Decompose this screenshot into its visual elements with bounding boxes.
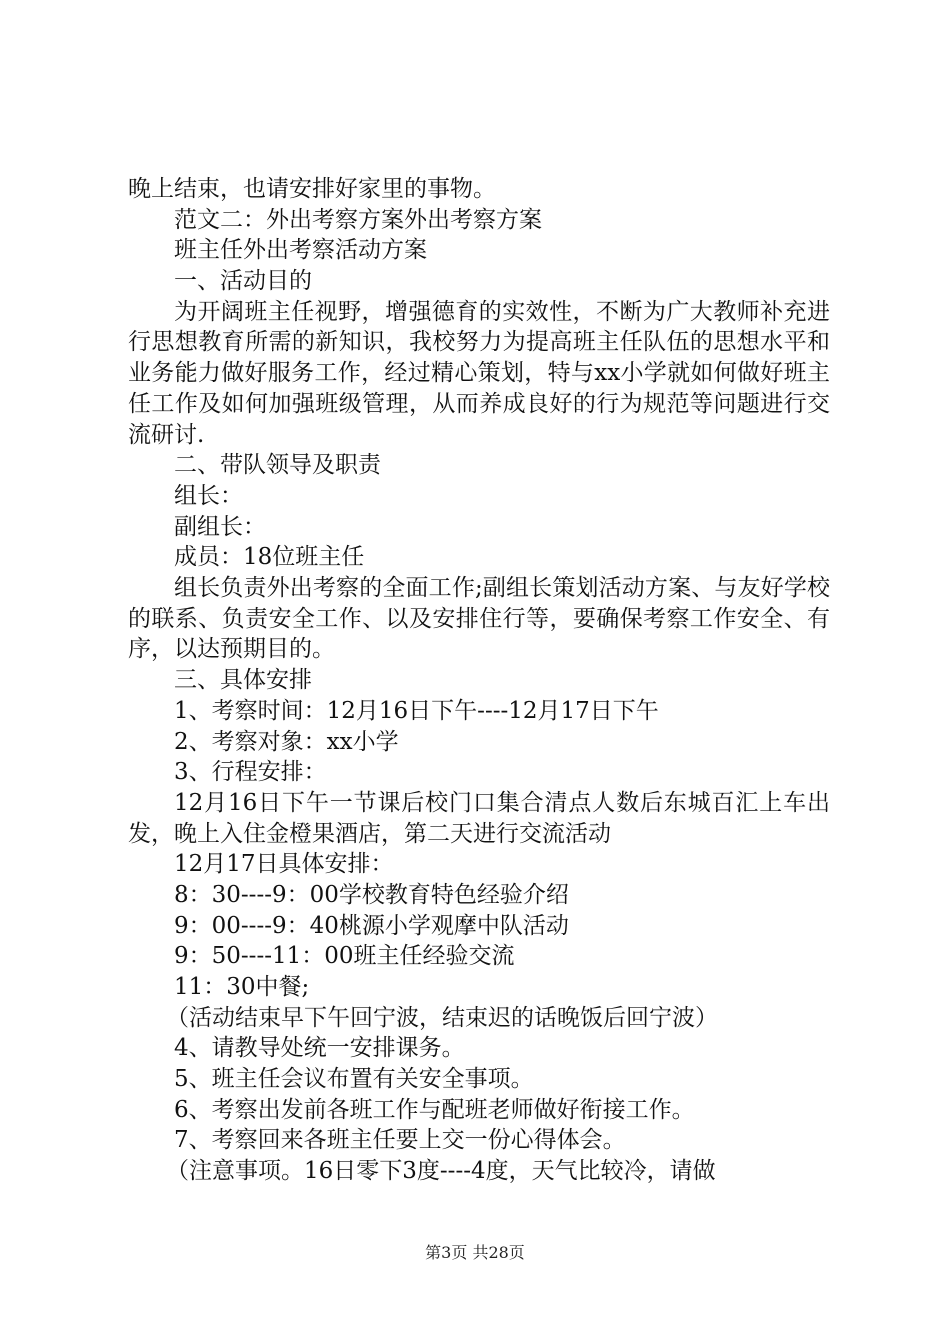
list-item: 7、考察回来各班主任要上交一份心得体会。 <box>174 1127 626 1154</box>
schedule-item: 9：00----9：40桃源小学观摩中队活动 <box>174 912 569 939</box>
list-item: 3、行程安排： <box>174 759 327 786</box>
text-line: 成员：18位班主任 <box>174 544 365 571</box>
text-line: 组长： <box>174 482 243 509</box>
text-line: 晚上结束，也请安排好家里的事物。 <box>128 176 496 202</box>
list-item: 4、请教导处统一安排课务。 <box>174 1035 465 1062</box>
section-heading: 一、活动目的 <box>174 268 312 295</box>
section-heading: 三、具体安排 <box>174 667 312 694</box>
text-line: （活动结束早下午回宁波，结束迟的话晚饭后回宁波） <box>166 1004 718 1031</box>
document-title: 班主任外出考察活动方案 <box>174 237 427 264</box>
schedule-item: 9：50----11：00班主任经验交流 <box>174 943 515 970</box>
list-item: 2、考察对象：xx小学 <box>174 728 399 755</box>
section-heading: 范文二：外出考察方案外出考察方案 <box>174 206 542 233</box>
text-line: 12月17日具体安排： <box>174 851 394 878</box>
paragraph-purpose: 为开阔班主任视野，增强德育的实效性，不断为广大教师补充进行思想教育所需的新知识，我校努力为提高班主任队伍的思想水平和业务能力做好服务工作，经过精心策划，特与xx小学就如何做好班主任工作及如何加强班级管理，从而养成良好的行为规范等问题进行交流研讨. <box>128 298 830 448</box>
text-line: 副组长： <box>174 513 266 540</box>
list-item: 1、考察时间：12月16日下午----12月17日下午 <box>174 697 659 724</box>
section-heading: 二、带队领导及职责 <box>174 452 381 479</box>
paragraph-itinerary: 12月16日下午一节课后校门口集合清点人数后东城百汇上车出发，晚上入住金橙果酒店，第二天进行交流活动 <box>128 789 830 847</box>
list-item: 6、考察出发前各班工作与配班老师做好衔接工作。 <box>174 1096 695 1123</box>
list-item: 5、班主任会议布置有关安全事项。 <box>174 1066 534 1093</box>
schedule-item: 8：30----9：00学校教育特色经验介绍 <box>174 881 569 908</box>
page-number: 第3页 共28页 <box>425 1243 525 1262</box>
schedule-item: 11：30中餐; <box>174 974 310 1001</box>
text-line: （注意事项。16日零下3度----4度，天气比较冷，请做 <box>166 1158 716 1185</box>
document-body <box>128 174 830 1187</box>
paragraph-duties: 组长负责外出考察的全面工作;副组长策划活动方案、与友好学校的联系、负责安全工作、以及安排住行等，要确保考察工作安全、有序，以达预期目的。 <box>128 575 830 663</box>
